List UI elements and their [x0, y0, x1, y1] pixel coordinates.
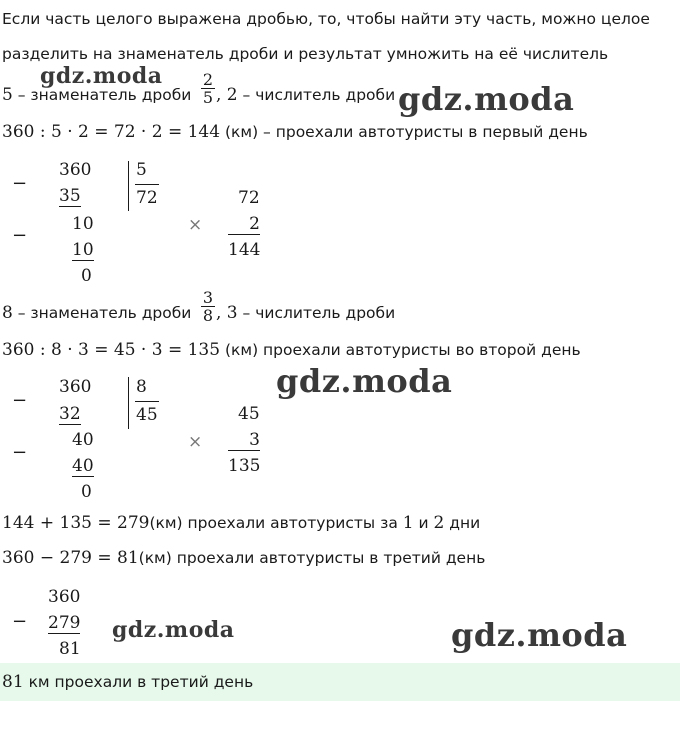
step2-sub-2: 40	[72, 456, 94, 476]
answer-line	[2, 672, 253, 692]
intro-line-1: Если часть целого выражена дробью, то, чтобы найти эту часть, можно целое	[2, 10, 650, 28]
step1-mult-a: 72	[238, 188, 260, 208]
step2-quotient: 45	[136, 405, 158, 425]
step4-line	[2, 548, 485, 568]
step1-equation: 360 : 5 · 2 = 72 · 2 = 144	[2, 122, 221, 142]
step3-day-a: 1	[402, 513, 414, 533]
step2-divisor: 8	[136, 377, 147, 397]
step3-equation: 144 + 135 = 279	[2, 513, 150, 533]
step1-sub-2: 10	[72, 240, 94, 260]
step3-text-a: (км) проехали автотуристы за	[149, 514, 403, 532]
step2-numerator-line	[216, 303, 395, 323]
step1-rem-2: 0	[81, 266, 92, 286]
answer-box	[0, 663, 680, 701]
step1-sub-1: 35	[59, 186, 81, 206]
step4-text: (км) проехали автотуристы в третий день	[138, 549, 486, 567]
step1-times-sign: ×	[188, 215, 203, 235]
watermark-logo: gdz.moda	[112, 617, 235, 643]
step2-fraction-denominator: 8	[202, 306, 214, 325]
step1-mult-b: 2	[228, 214, 260, 235]
step2-text-a: – знаменатель дроби	[12, 304, 192, 322]
step1-dividend: 360	[59, 160, 92, 180]
step2-div-minus-1: −	[12, 390, 28, 411]
step2-equation: 360 : 8 · 3 = 45 · 3 = 135	[2, 340, 221, 360]
step1-rem-1: 10	[72, 214, 94, 234]
step4-sub-a: 360	[48, 587, 81, 607]
answer-text: км проехали в третий день	[23, 673, 254, 691]
step1-denominator: 5	[2, 85, 13, 105]
step4-sub-result: 81	[59, 639, 81, 659]
step2-rem-1: 40	[72, 430, 94, 450]
watermark-logo: gdz.moda	[276, 362, 453, 400]
step2-fraction-numerator: 3	[202, 288, 214, 307]
step4-minus: −	[12, 611, 28, 632]
step1-fraction	[201, 71, 215, 106]
step2-mult-a: 45	[238, 404, 260, 424]
step3-day-b: 2	[433, 513, 445, 533]
step2-mult-b: 3	[228, 430, 260, 451]
step1-text-b: – числитель дроби	[237, 86, 396, 104]
step2-text-b: – числитель дроби	[237, 304, 396, 322]
step1-numerator: , 2	[216, 85, 238, 105]
answer-number: 81	[2, 672, 24, 692]
step2-div-minus-2: −	[12, 442, 28, 463]
step2-fraction-line	[2, 303, 191, 323]
step1-numerator-line	[216, 85, 395, 105]
step2-equation-text: (км) проехали автотуристы во второй день	[220, 341, 581, 359]
step3-text-and: и	[413, 514, 434, 532]
step1-quotient: 72	[136, 188, 158, 208]
step1-fraction-denominator: 5	[202, 88, 214, 107]
step3-text-b: дни	[444, 514, 481, 532]
watermark-logo: gdz.moda	[398, 80, 575, 118]
step1-division-vertical-line	[128, 161, 129, 211]
step2-times-sign: ×	[188, 432, 203, 452]
step1-divisor-line	[135, 184, 159, 185]
step1-mult-result: 144	[228, 240, 261, 260]
step1-div-minus-2: −	[12, 225, 28, 246]
step2-sub-1: 32	[59, 404, 81, 424]
watermark-logo: gdz.moda	[40, 63, 163, 89]
watermark-logo: gdz.moda	[451, 616, 628, 654]
step2-denominator: 8	[2, 303, 13, 323]
step2-division-vertical-line	[128, 377, 129, 429]
step1-equation-text: (км) – проехали автотуристы в первый день	[220, 123, 588, 141]
step3-line	[2, 513, 480, 533]
step2-divisor-line	[135, 401, 159, 402]
step1-div-minus-1: −	[12, 173, 28, 194]
step1-equation-line	[2, 122, 588, 142]
step2-dividend: 360	[59, 377, 92, 397]
step2-fraction	[201, 289, 215, 324]
intro-line-2: разделить на знаменатель дроби и результат умножить на её числитель	[2, 45, 609, 63]
step4-sub-b: 279	[48, 613, 81, 633]
step1-text-a: – знаменатель дроби	[12, 86, 192, 104]
step2-mult-result: 135	[228, 456, 261, 476]
step4-equation: 360 − 279 = 81	[2, 548, 139, 568]
step1-divisor: 5	[136, 160, 147, 180]
step1-fraction-numerator: 2	[202, 70, 214, 89]
step2-rem-2: 0	[81, 482, 92, 502]
step2-numerator: , 3	[216, 303, 238, 323]
step2-equation-line	[2, 340, 581, 360]
